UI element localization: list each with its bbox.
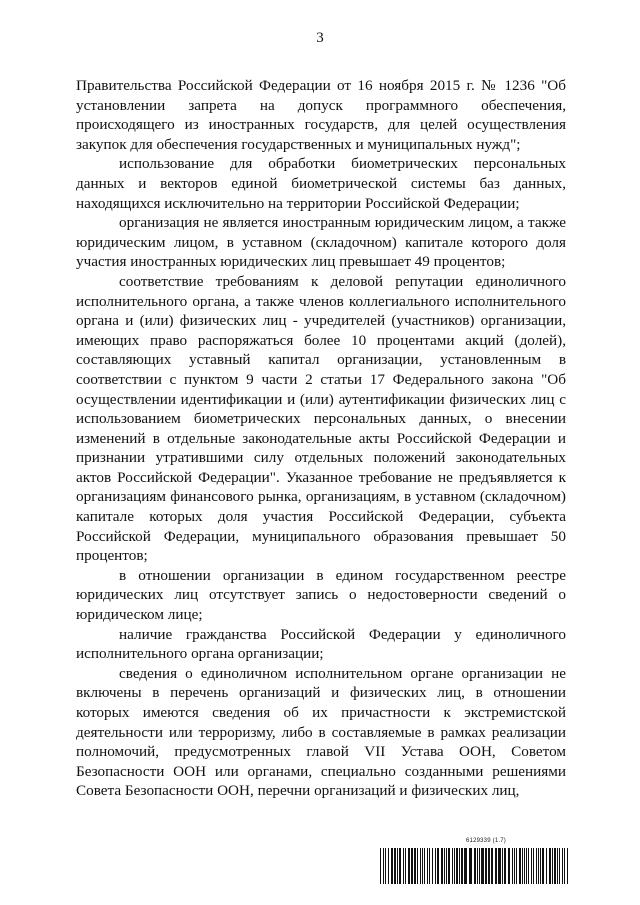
paragraph-2: использование для обработки биометрических персональных данных и векторов единой биометрической системы баз данных, находящихся исключительно на территории Российской Федерации; (76, 155, 566, 212)
barcode-image (380, 848, 570, 884)
paragraph-3: организация не является иностранным юридическим лицом, а также юридическим лицом, в уставном (складочном) капитале которого доля участия иностранных юридических лиц превышает 49 процентов; (76, 214, 566, 271)
page-number: 3 (316, 30, 324, 46)
paragraph-1: Правительства Российской Федерации от 16 ноября 2015 г. № 1236 "Об установлении запрета на допуск программного обеспечения, происходящего из иностранных государств, для целей осуществления закупок для обеспечения государственных и муниципальных нужд"; (76, 77, 566, 153)
paragraph-7: сведения о единоличном исполнительном органе организации не включены в перечень организаций и физических лиц, в отношении которых имеются сведения об их причастности к экстремистской деятельности или терроризму, либо в составляемые в рамках реализации полномочий, предусмотренных главой VII Устава ООН, Советом Безопасности ООН или органами, специально созданными решениями Совета Безопасности ООН, перечни организаций и физических лиц, (76, 664, 566, 800)
paragraph-6: наличие гражданства Российской Федерации у единоличного исполнительного органа организации; (76, 625, 566, 663)
barcode (380, 838, 570, 888)
paragraph-4: соответствие требованиям к деловой репутации единоличного исполнительного органа, а также членов коллегиального исполнительного органа и (или) физических лиц - учредителей (участников) организации, имеющих право распоряжаться более 10 процентами акций (долей), составляющих уставный капитал организации, установленным в соответствии с пунктом 9 части 2 статьи 17 Федерального закона "Об осуществлении идентификации и (или) аутентификации физических лиц с использованием биометрических персональных данных, о внесении изменений в отдельные законодательные акты Российской Федерации и признании утратившими силу отдельных положений законодательных актов Российской Федерации". Указанное требование не предъявляется к организациям финансового рынка, организациям, в уставном (складочном) капитале которых доля участия Российской Федерации, субъекта Российской Федерации, муниципального образования превышает 50 процентов; (76, 272, 566, 565)
document-body (76, 76, 566, 801)
paragraph-5: в отношении организации в едином государственном реестре юридических лиц отсутствует запись о недостоверности сведений о юридическом лице; (76, 566, 566, 624)
barcode-label: 6129339 (1.7) (466, 838, 506, 844)
